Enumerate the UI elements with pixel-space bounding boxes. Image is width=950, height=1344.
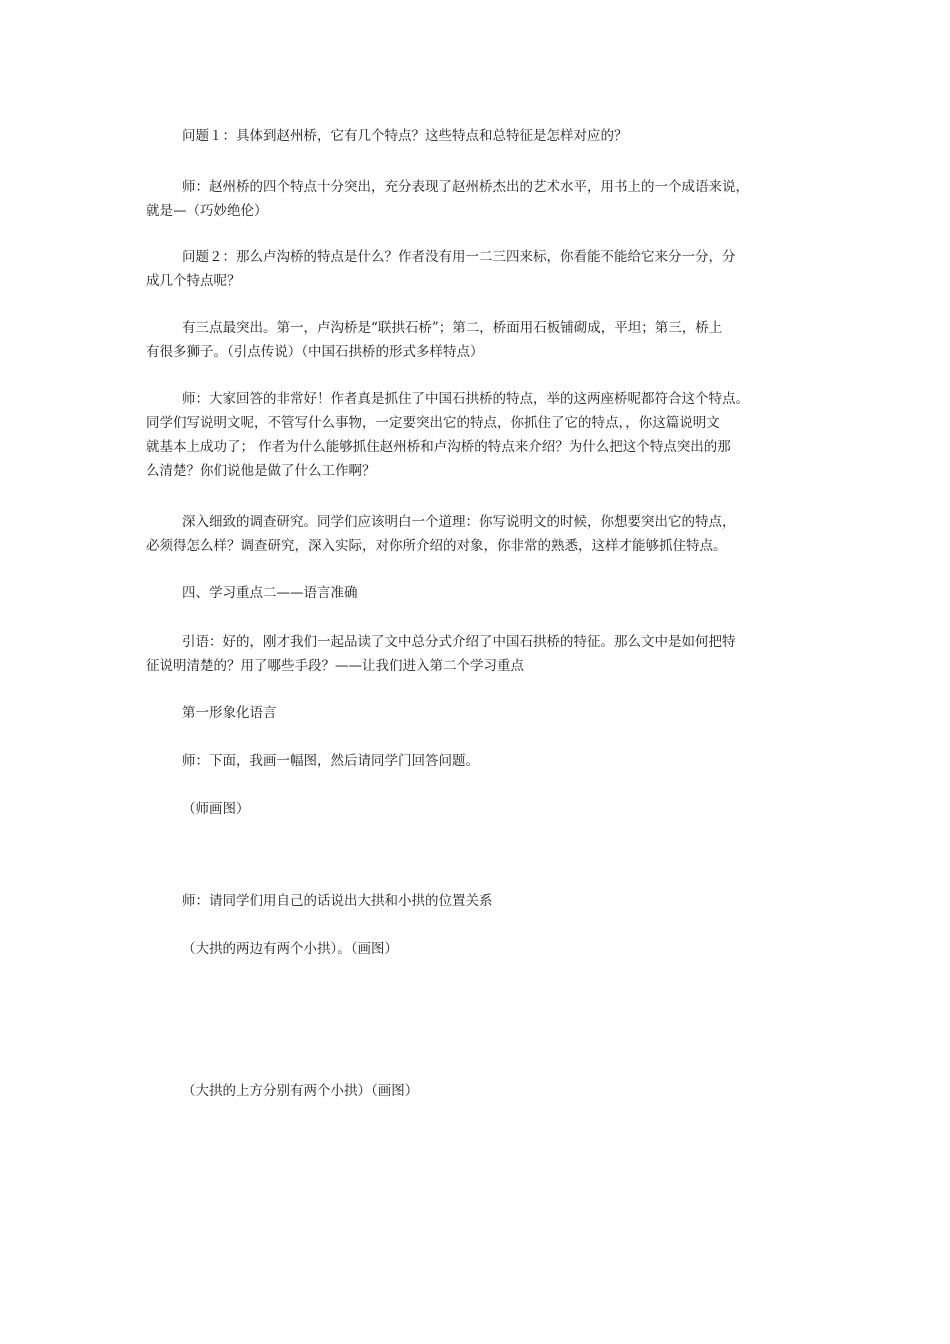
text-line: 有三点最突出。第一，卢沟桥是“联拱石桥”；第二，桥面用石板铺砌成，平坦；第三，桥上 xyxy=(182,320,723,336)
text-line: 有很多狮子。（引点传说）（中国石拱桥的形式多样特点） xyxy=(146,344,484,360)
paragraph-teacher-2 xyxy=(146,387,816,483)
text-line: 第一形象化语言 xyxy=(182,705,277,721)
paragraph-teacher-4 xyxy=(146,889,816,913)
text-line: 同学们写说明文呢，不管写什么事物，一定要突出它的特点，你抓住了它的特点，，你这篇说明文 xyxy=(146,415,720,431)
text-line: 就基本上成功了； 作者为什么能够抓住赵州桥和卢沟桥的特点来介绍？为什么把这个特点突出的那 xyxy=(146,439,731,455)
paragraph-answer-2 xyxy=(146,316,816,364)
text-line: 征说明清楚的？用了哪些手段？——让我们进入第二个学习重点 xyxy=(146,658,524,674)
paragraph-teacher-1 xyxy=(146,175,816,223)
paragraph-question-2 xyxy=(146,245,816,293)
paragraph-drawing-note-2 xyxy=(146,937,816,961)
paragraph-teacher-3 xyxy=(146,749,816,773)
text-line: 问题１：具体到赵州桥，它有几个特点？这些特点和总特征是怎样对应的？ xyxy=(182,128,628,144)
text-line: 师：赵州桥的四个特点十分突出，充分表现了赵州桥杰出的艺术水平，用书上的一个成语来说， xyxy=(182,179,749,195)
text-line: （师画图） xyxy=(182,801,250,817)
text-line: 师：大家回答的非常好！作者真是抓住了中国石拱桥的特点，举的这两座桥呢都符合这个特点。 xyxy=(182,391,749,407)
paragraph-answer-3 xyxy=(146,510,816,558)
section-heading-4 xyxy=(146,581,816,605)
text-line: 么清楚？你们说他是做了什么工作啊？ xyxy=(146,463,376,479)
text-line: 四、学习重点二——语言准确 xyxy=(182,585,358,601)
paragraph-intro xyxy=(146,630,816,678)
text-line: （大拱的上方分别有两个小拱）（画图） xyxy=(182,1083,419,1099)
text-line: 成几个特点呢？ xyxy=(146,273,241,289)
paragraph-drawing-note-3 xyxy=(146,1079,816,1103)
subsection-heading-1 xyxy=(146,701,816,725)
text-line: 问题２：那么卢沟桥的特点是什么？作者没有用一二三四来标，你看能不能给它来分一分，分 xyxy=(182,249,736,265)
text-line: （大拱的两边有两个小拱）。（画图） xyxy=(182,941,398,957)
text-line: 师：下面，我画一幅图，然后请同学门回答问题。 xyxy=(182,753,479,769)
paragraph-question-1 xyxy=(146,124,816,148)
paragraph-drawing-note-1 xyxy=(146,797,816,821)
text-line: 深入细致的调查研究。同学们应该明白一个道理：你写说明文的时候，你想要突出它的特点， xyxy=(182,514,736,530)
text-line: 就是—（巧妙绝伦） xyxy=(146,203,268,219)
text-line: 必须得怎么样？调查研究，深入实际，对你所介绍的对象，你非常的熟悉，这样才能够抓住特点。 xyxy=(146,538,727,554)
text-line: 师：请同学们用自己的话说出大拱和小拱的位置关系 xyxy=(182,893,493,909)
text-line: 引语：好的，刚才我们一起品读了文中总分式介绍了中国石拱桥的特征。那么文中是如何把特 xyxy=(182,634,736,650)
